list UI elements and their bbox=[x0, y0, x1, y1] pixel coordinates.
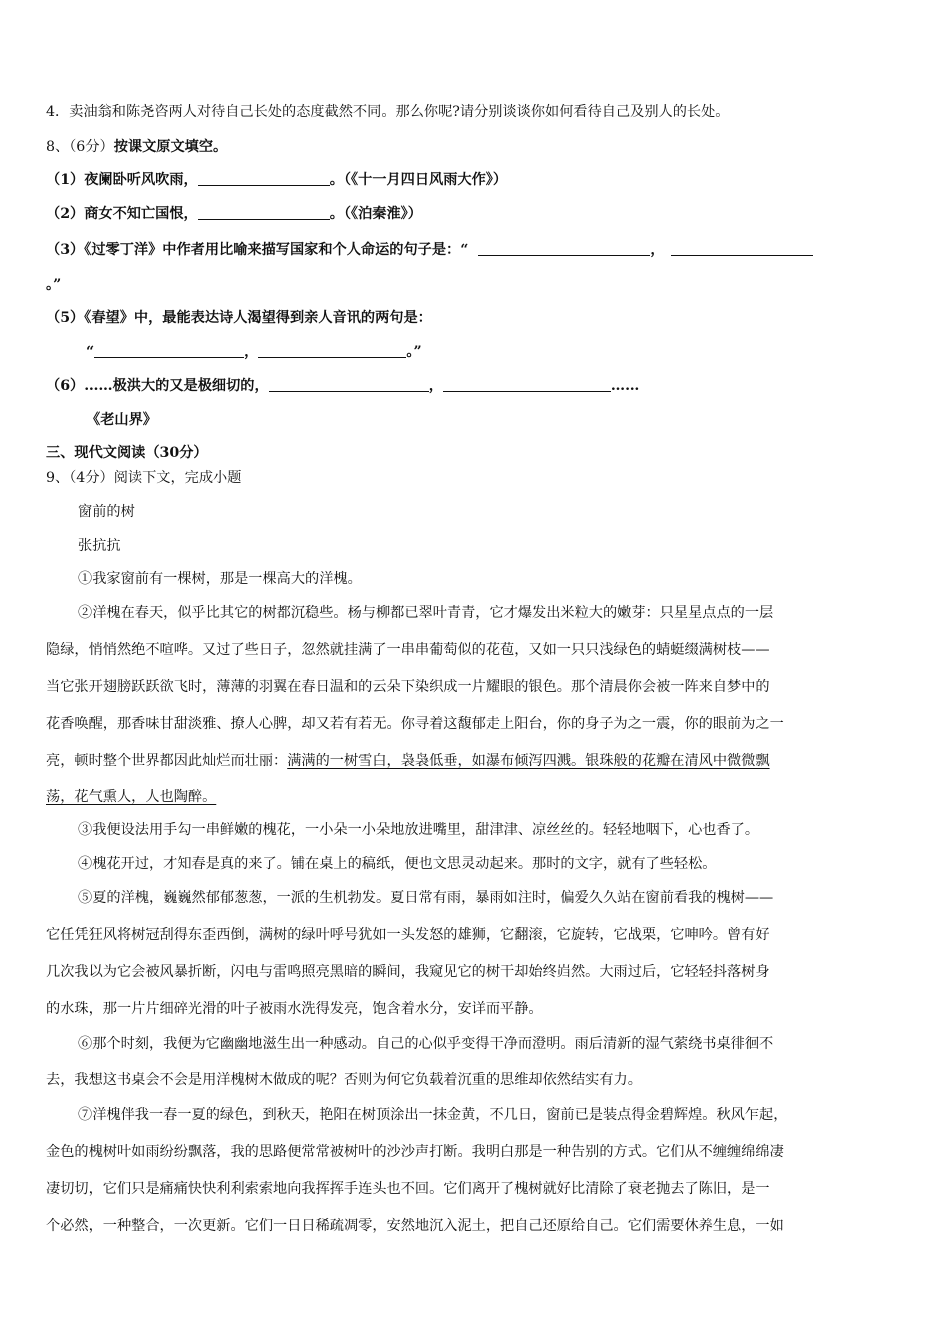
fill-item-1-prompt: （1）夜阑卧听风吹雨， bbox=[46, 172, 198, 188]
fill-blank[interactable] bbox=[198, 171, 330, 186]
fill-item-6-prompt: （6）……极洪大的又是极细切的， bbox=[46, 378, 269, 394]
paragraph-3 bbox=[78, 820, 759, 840]
fill-item-6-source bbox=[86, 410, 157, 430]
paragraph-line: ③我便设法用手勾一串鲜嫩的槐花，一小朵一小朵地放进嘴里，甜津津、凉丝丝的。轻轻地咽下，心也香了。 bbox=[78, 822, 760, 838]
paragraph-line: 去，我想这书桌会不会是用洋槐树木做成的呢？否则为何它负载着沉重的思维却依然结实有力。 bbox=[46, 1072, 642, 1088]
fill-item-1-source: 。（《十一月四日风雨大作》） bbox=[329, 172, 508, 188]
paragraph-line: ⑥那个时刻，我便为它幽幽地滋生出一种感动。自己的心似乎变得干净而澄明。雨后清新的湿气萦绕书桌徘徊不 bbox=[78, 1036, 774, 1052]
fill-blank[interactable] bbox=[269, 377, 429, 392]
source-title: 《老山界》 bbox=[86, 412, 157, 428]
question-8-title: 按课文原文填空。 bbox=[113, 139, 228, 155]
paragraph-line: ⑤夏的洋槐，巍巍然郁郁葱葱，一派的生机勃发。夏日常有雨，暴雨如注时，偏爱久久站在窗前看我的槐树—— bbox=[78, 890, 774, 906]
fill-item-2-prompt: （2）商女不知亡国恨， bbox=[46, 206, 198, 222]
fill-item-5 bbox=[46, 308, 432, 328]
paragraph-1 bbox=[78, 569, 362, 589]
fill-item-2-source: 。（《泊秦淮》） bbox=[329, 206, 422, 222]
article-title-text: 窗前的树 bbox=[78, 504, 135, 520]
fill-blank[interactable] bbox=[443, 377, 611, 392]
section-3-heading bbox=[46, 443, 208, 463]
paragraph-segment: 亮，顿时整个世界都因此灿烂而壮丽： bbox=[46, 753, 288, 769]
fill-item-6 bbox=[46, 376, 639, 396]
section-3-title: 三、现代文阅读（30分） bbox=[46, 445, 208, 461]
fill-item-1 bbox=[46, 170, 507, 190]
question-9-heading bbox=[46, 468, 241, 488]
fill-item-3 bbox=[46, 240, 813, 260]
paragraph-line: 当它张开翅膀跃跃欲飞时，薄薄的羽翼在春日温和的云朵下染织成一片耀眼的银色。那个清晨你会被一阵来自梦中的 bbox=[46, 679, 770, 695]
paragraph-line bbox=[46, 751, 770, 771]
comma: ， bbox=[244, 344, 259, 360]
comma: ， bbox=[650, 242, 665, 258]
paragraph-line: ①我家窗前有一棵树，那是一棵高大的洋槐。 bbox=[78, 571, 362, 587]
underlined-passage: 荡，花气熏人，人也陶醉。 bbox=[46, 789, 217, 805]
fill-blank[interactable] bbox=[198, 205, 330, 220]
question-4 bbox=[46, 102, 729, 122]
question-4-text: 4．卖油翁和陈尧咨两人对待自己长处的态度截然不同。那么你呢?请分别谈谈你如何看待自己及别人的长处。 bbox=[46, 104, 730, 120]
fill-item-2 bbox=[46, 204, 422, 224]
paragraph-4 bbox=[78, 854, 716, 874]
comma: ， bbox=[428, 378, 443, 394]
paragraph-line: 的水珠，那一片片细碎光滑的叶子被雨水洗得发亮，饱含着水分，安详而平静。 bbox=[46, 1001, 543, 1017]
close-quote: 。” bbox=[406, 344, 422, 360]
article-author bbox=[78, 536, 121, 556]
fill-item-3-end bbox=[46, 275, 61, 295]
paragraph-line: ②洋槐在春天，似乎比其它的树都沉稳些。杨与柳都已翠叶青青，它才爆发出米粒大的嫩芽：只星星点点的一层 bbox=[78, 605, 774, 621]
fill-item-5-answer bbox=[86, 342, 422, 362]
paragraph-line: ④槐花开过，才知春是真的来了。铺在桌上的稿纸，便也文思灵动起来。那时的文字，就有了些轻松。 bbox=[78, 856, 717, 872]
paragraph-line: 个必然，一种整合，一次更新。它们一日日稀疏凋零，安然地沉入泥土，把自己还原给自己。它们需要休养生息，一如 bbox=[46, 1218, 784, 1234]
paragraph-line: 几次我以为它会被风暴折断，闪电与雷鸣照亮黑暗的瞬间，我窥见它的树干却始终岿然。大雨过后，它轻轻抖落树身 bbox=[46, 964, 770, 980]
paragraph-line: 凄切切，它们只是痛痛快快利利索索地向我挥挥手连头也不回。它们离开了槐树就好比清除了衰老抛去了陈旧，是一 bbox=[46, 1181, 770, 1197]
article-author-text: 张抗抗 bbox=[78, 538, 121, 554]
paragraph-line: 花香唤醒，那香味甘甜淡雅、撩人心脾，却又若有若无。你寻着这馥郁走上阳台，你的身子为之一震，你的眼前为之一 bbox=[46, 716, 784, 732]
paragraph-line: ⑦洋槐伴我一春一夏的绿色，到秋天，艳阳在树顶涂出一抹金黄，不几日，窗前已是装点得金碧辉煌。秋风乍起， bbox=[78, 1107, 788, 1123]
underlined-passage: 满满的一树雪白，袅袅低垂，如瀑布倾泻四溅。银珠般的花瓣在清风中微微飘 bbox=[287, 753, 770, 769]
fill-blank[interactable] bbox=[671, 241, 813, 256]
fill-blank[interactable] bbox=[258, 343, 406, 358]
ellipsis: …… bbox=[610, 378, 640, 394]
article-title bbox=[78, 502, 135, 522]
fill-item-3-prompt: （3）《过零丁洋》中作者用比喻来描写国家和个人命运的句子是：“ bbox=[46, 242, 469, 258]
question-9-number: 9、（4分）阅读下文，完成小题 bbox=[46, 470, 242, 486]
fill-item-3-close: 。” bbox=[46, 277, 62, 293]
paragraph-line: 隐绿，悄悄然绝不喧哗。又过了些日子，忽然就挂满了一串串葡萄似的花苞，又如一只只浅绿色的蜻蜓缀满树枝—— bbox=[46, 642, 770, 658]
open-quote: “ bbox=[86, 344, 95, 360]
paragraph-line: 金色的槐树叶如雨纷纷飘落，我的思路便常常被树叶的沙沙声打断。我明白那是一种告别的方式。它们从不缠缠绵绵凄 bbox=[46, 1144, 784, 1160]
paragraph-line: 它任凭狂风将树冠刮得东歪西倒，满树的绿叶呼号犹如一头发怒的雄狮，它翻滚，它旋转，它战栗，它呻吟。曾有好 bbox=[46, 927, 770, 943]
fill-blank[interactable] bbox=[478, 241, 650, 256]
fill-item-5-prompt: （5）《春望》中，最能表达诗人渴望得到亲人音讯的两句是： bbox=[46, 310, 432, 326]
fill-blank[interactable] bbox=[94, 343, 244, 358]
question-8-number: 8、（6分） bbox=[46, 139, 114, 155]
question-8-heading bbox=[46, 137, 227, 157]
